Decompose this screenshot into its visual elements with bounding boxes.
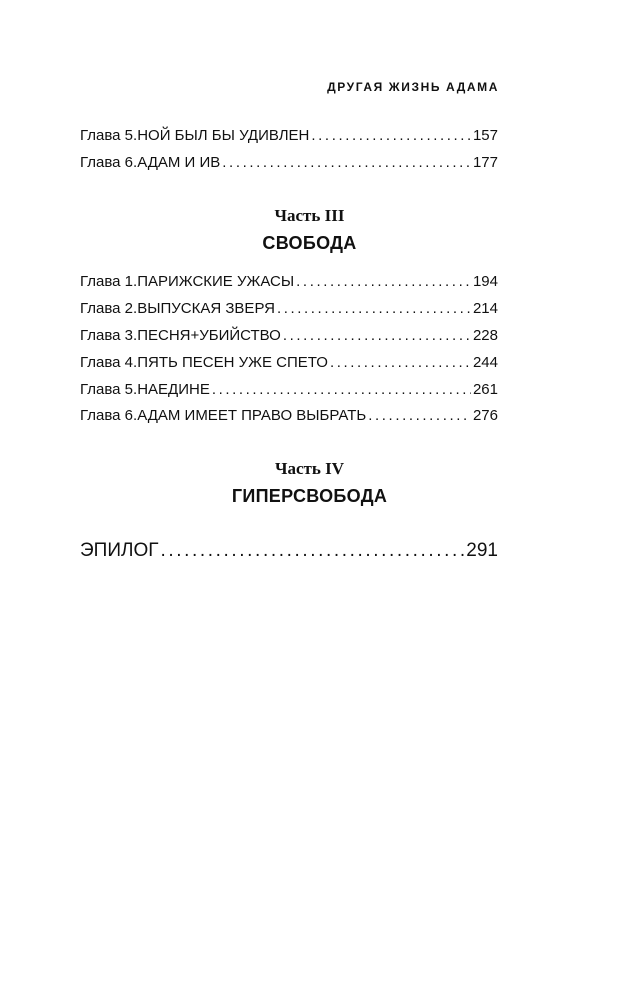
dot-leader	[222, 153, 471, 173]
toc-entry[interactable]	[80, 326, 498, 346]
chapter-number: Глава 3.	[80, 327, 138, 344]
chapter-number: Глава 2.	[80, 300, 138, 317]
toc-entry[interactable]	[80, 380, 498, 400]
page-number: 177	[472, 154, 498, 171]
part-label: Часть III	[274, 206, 345, 225]
chapter-title: ПАРИЖСКИЕ УЖАСЫ	[137, 273, 295, 290]
chapter-title: АДАМ ИМЕЕТ ПРАВО ВЫБРАТЬ	[137, 407, 367, 424]
epilogue-title: ЭПИЛОГ	[80, 540, 159, 561]
chapter-title: АДАМ И ИВ	[137, 154, 221, 171]
chapter-number: Глава 6.	[80, 154, 138, 171]
chapter-number: Глава 6.	[80, 407, 138, 424]
dot-leader	[296, 272, 471, 292]
page-number: 157	[472, 127, 498, 144]
page-number: 291	[466, 540, 498, 561]
toc-entry[interactable]	[80, 126, 498, 146]
chapter-title: ПЯТЬ ПЕСЕН УЖЕ СПЕТО	[137, 354, 328, 371]
toc-entry[interactable]	[80, 406, 498, 426]
chapter-number: Глава 5.	[80, 381, 138, 398]
dot-leader	[277, 299, 471, 319]
dot-leader	[161, 539, 465, 563]
part-label: Часть IV	[274, 459, 344, 478]
running-head: ДРУГАЯ ЖИЗНЬ АДАМА	[327, 80, 499, 94]
chapter-title: НАЕДИНЕ	[137, 381, 210, 398]
dot-leader	[283, 326, 471, 346]
part-title: ГИПЕРСВОБОДА	[231, 486, 388, 506]
toc-entry[interactable]	[80, 272, 498, 292]
chapter-title: НОЙ БЫЛ БЫ УДИВЛЕН	[137, 127, 310, 144]
chapter-number: Глава 1.	[80, 273, 138, 290]
toc-entry[interactable]	[80, 299, 498, 319]
page-number: 214	[472, 300, 498, 317]
toc-entry-epilogue[interactable]	[80, 539, 498, 563]
part-title: СВОБОДА	[262, 233, 357, 253]
dot-leader	[368, 406, 471, 426]
page-number: 244	[472, 354, 498, 371]
toc-entry[interactable]	[80, 153, 498, 173]
chapter-title: ВЫПУСКАЯ ЗВЕРЯ	[137, 300, 275, 317]
chapter-number: Глава 5.	[80, 127, 138, 144]
page-number: 261	[472, 381, 498, 398]
dot-leader	[330, 353, 471, 373]
page-number: 194	[472, 273, 498, 290]
toc-entry[interactable]	[80, 353, 498, 373]
page-number: 276	[472, 407, 498, 424]
chapter-number: Глава 4.	[80, 354, 138, 371]
dot-leader	[212, 380, 471, 400]
page-number: 228	[472, 327, 498, 344]
chapter-title: ПЕСНЯ+УБИЙСТВО	[137, 327, 281, 344]
dot-leader	[311, 126, 471, 146]
